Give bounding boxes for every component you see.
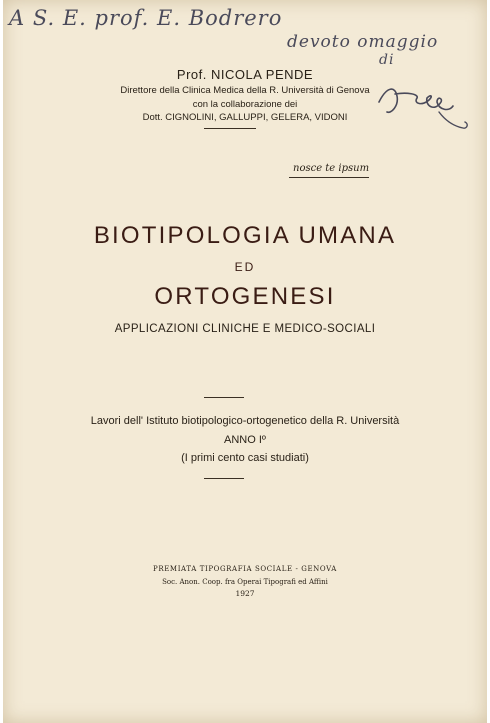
handwritten-dedication-line-2: devoto omaggio (287, 32, 439, 52)
handwritten-dedication-line-1: A S. E. prof. E. Bodrero (9, 6, 283, 30)
printer-cooperative: Soc. Anon. Coop. fra Operai Tipografi ed Affini (162, 578, 328, 586)
book-title-line-1: BIOTIPOLOGIA UMANA (93, 222, 397, 249)
book-title-line-2: ORTOGENESI (154, 283, 336, 310)
book-subtitle: APPLICAZIONI CLINICHE E MEDICO-SOCIALI (114, 323, 376, 335)
collaboration-note: con la collaborazione dei (192, 99, 298, 110)
collaborators: Dott. CIGNOLINI, GALLUPPI, GELERA, VIDONI (142, 112, 348, 123)
author-name: Prof. NICOLA PENDE (176, 67, 314, 82)
series-description: Lavori dell' Istituto biotipologico-ortogenetico della R. Università (90, 415, 400, 427)
title-page (3, 0, 487, 723)
series-cases: (I primi cento casi studiati) (181, 452, 309, 464)
printer-name: PREMIATA TIPOGRAFIA SOCIALE - GENOVA (153, 565, 337, 573)
motto-underline (289, 177, 369, 178)
handwritten-dedication-line-3: di (379, 52, 395, 68)
series-year: ANNO Iº (224, 434, 266, 446)
book-title-conjunction: ED (234, 260, 256, 274)
publication-year: 1927 (235, 589, 255, 598)
divider (204, 397, 244, 398)
author-affiliation: Direttore della Clinica Medica della R. Università di Genova (120, 85, 370, 96)
motto: nosce te ipsum (293, 163, 370, 174)
divider (204, 478, 244, 479)
divider (204, 128, 256, 129)
